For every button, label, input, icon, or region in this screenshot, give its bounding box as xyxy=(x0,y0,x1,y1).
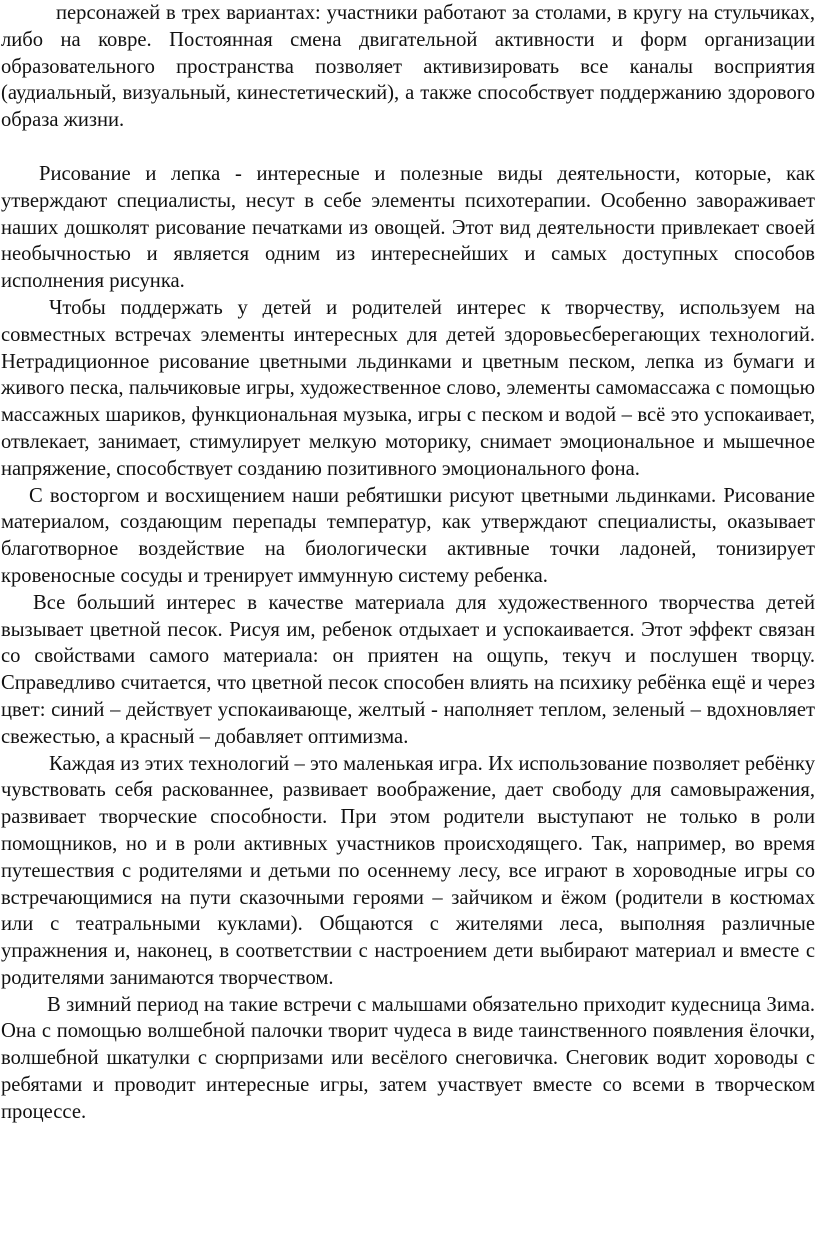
paragraph-technologies-as-game: Каждая из этих технологий – это маленькая игра. Их использование позволяет ребёнку чувствовать себя раскованнее, развивает воображение, дает свободу для самовыражения, развивает творческие способности. При этом родители выступают не только в роли помощников, но и в роли активных участников происходящего. Так, например, во время путешествия с родителями и детьми по осеннему лесу, все играют в хороводные игры со встречающимися на пути сказочными героями – зайчиком и ёжом (родители в костюмах или с театральными куклами). Общаются с жителями леса, выполняя различные упражнения и, наконец, в соответствии с настроением дети выбирают материал и вместе с родителями занимаются творчеством. xyxy=(1,752,815,989)
paragraph-drawing-and-modeling: Рисование и лепка - интересные и полезные виды деятельности, которые, как утверждают специалисты, несут в себе элементы психотерапии. Особенно завораживает наших дошколят рисование печатками из овощей. Этот вид деятельности привлекает своей необычностью и является одним из интереснейших и самых доступных способов исполнения рисунка. xyxy=(1,162,815,293)
paragraph-intro-continuation: персонажей в трех вариантах: участники работают за столами, в кругу на стульчиках, либо на ковре. Постоянная смена двигательной активности и форм организации образовательного пространства позволяет активизировать все каналы восприятия (аудиальный, визуальный, кинестетический), а также способствует поддержанию здорового образа жизни. xyxy=(1,2,815,132)
paragraph-joint-meetings: Чтобы поддержать у детей и родителей интерес к творчеству, используем на совместных встречах элементы интересных для детей здоровьесберегающих технологий. Нетрадиционное рисование цветными льдинками и цветным песком, лепка из бумаги и живого песка, пальчиковые игры, художественное слово, элементы самомассажа с помощью массажных шариков, функциональная музыка, игры с песком и водой – всё это успокаивает, отвлекает, занимает, стимулирует мелкую моторику, снимает эмоциональное и мышечное напряжение, способствует созданию позитивного эмоционального фона. xyxy=(1,296,815,480)
paragraph-winter-period: В зимний период на такие встречи с малышами обязательно приходит кудесница Зима. Она с помощью волшебной палочки творит чудеса в виде таинственного появления ёлочки, волшебной шкатулки с сюрпризами или весёлого снеговичка. Снеговик водит хороводы с ребятами и проводит интересные игры, затем участвует вместе со всеми в творческом процессе. xyxy=(1,993,815,1123)
paragraph-colored-ice: С восторгом и восхищением наши ребятишки рисуют цветными льдинками. Рисование материалом, создающим перепады температур, как утверждают специалисты, оказывает благотворное воздействие на биологически активные точки ладоней, тонизирует кровеносные сосуды и тренирует иммунную систему ребенка. xyxy=(1,484,815,587)
paragraph-colored-sand: Все больший интерес в качестве материала для художественного творчества детей вызывает цветной песок. Рисуя им, ребенок отдыхает и успокаивается. Этот эффект связан со свойствами самого материала: он приятен на ощупь, текуч и послушен творцу. Справедливо считается, что цветной песок способен влиять на психику ребёнка ещё и через цвет: синий – действует успокаивающе, желтый - наполняет теплом, зеленый – вдохновляет свежестью, а красный – добавляет оптимизма. xyxy=(1,591,815,748)
